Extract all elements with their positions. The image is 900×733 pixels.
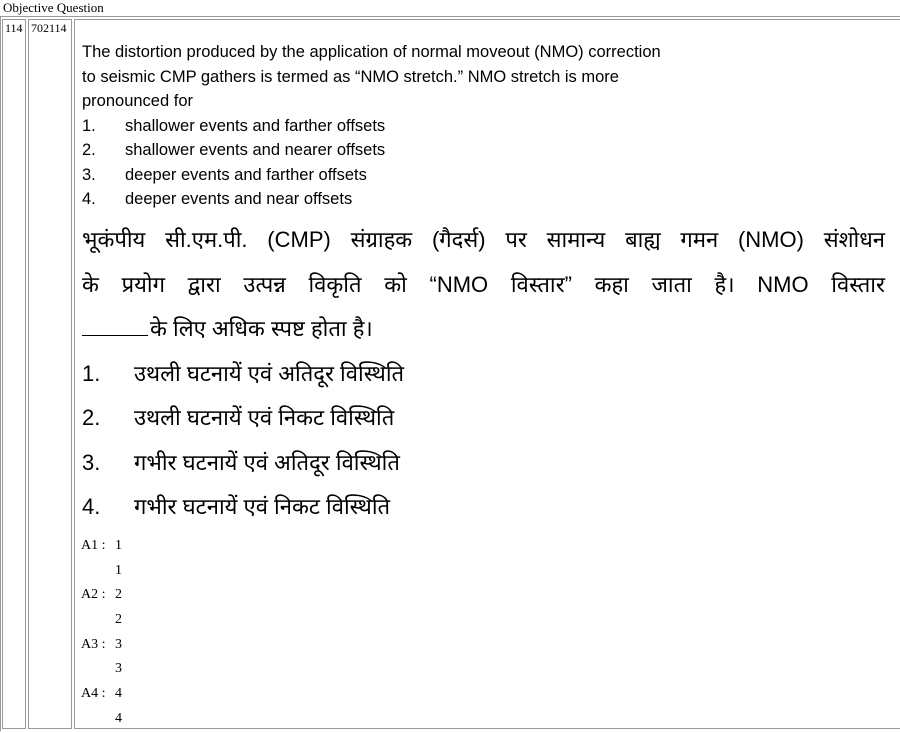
hindi-stem-line (82, 307, 885, 352)
option-number: 1. (82, 360, 101, 386)
answer-sub-value: 4 (115, 710, 122, 726)
option-text: deeper events and near offsets (125, 190, 353, 208)
answer-sub-value: 1 (115, 562, 122, 578)
hindi-stem-line: के प्रयोग द्वारा उत्पन्न विकृति को “NMO विस्तार” कहा जाता है। NMO विस्तार (82, 271, 885, 297)
answer-sub-row (81, 559, 122, 584)
answer-value: 4 (115, 686, 122, 702)
hindi-question (82, 218, 885, 530)
option-number: 2. (82, 141, 96, 159)
english-question (82, 40, 732, 212)
answer-label: A2 : (81, 587, 106, 603)
answer-value: 1 (115, 538, 122, 553)
option-number: 2. (82, 405, 101, 430)
option-text: गभीर घटनायें एवं अतिदूर विस्थिति (134, 449, 400, 475)
answer-value: 2 (115, 587, 122, 603)
option-text: shallower events and farther offsets (125, 116, 386, 135)
answer-label: A3 : (81, 636, 106, 652)
english-stem (82, 40, 732, 114)
option-text: shallower events and nearer offsets (125, 141, 386, 159)
option-text: उथली घटनायें एवं निकट विस्थिति (134, 405, 395, 430)
english-option-1 (82, 114, 732, 139)
option-number: 1. (82, 116, 96, 135)
answer-row (81, 682, 122, 707)
answer-row (81, 534, 122, 559)
english-option-4 (82, 187, 732, 212)
option-number: 4. (82, 190, 96, 208)
answer-sub-value: 2 (115, 612, 122, 628)
answer-label: A4 : (81, 686, 106, 702)
option-text: deeper events and farther offsets (125, 165, 367, 184)
answer-sub-row (81, 707, 122, 732)
fill-in-blank (82, 319, 148, 336)
answer-row (81, 583, 122, 608)
section-header: Objective Question (3, 0, 104, 15)
option-number: 3. (82, 449, 101, 475)
question-content-cell (74, 19, 900, 729)
hindi-stem-text: के लिए अधिक स्पष्ट होता है। (150, 316, 373, 341)
answer-list (81, 534, 122, 732)
question-table (0, 16, 900, 731)
answer-sub-value: 3 (115, 661, 122, 677)
answer-row (81, 633, 122, 658)
answer-label: A1 : (81, 538, 106, 553)
question-id-cell (28, 19, 72, 729)
option-number: 3. (82, 165, 96, 184)
question-id: 702114 (31, 21, 67, 35)
hindi-stem-line: भूकंपीय सी.एम.पी. (CMP) संग्राहक (गैदर्स) पर सामान्य बाह्य गमन (NMO) संशोधन (82, 227, 885, 252)
answer-sub-row (81, 608, 122, 633)
answer-sub-row (81, 657, 122, 682)
hindi-option-2 (82, 396, 885, 441)
option-text: उथली घटनायें एवं अतिदूर विस्थिति (134, 360, 405, 386)
english-stem-line: pronounced for (82, 92, 193, 110)
english-stem-line: to seismic CMP gathers is termed as “NMO stretch.” NMO stretch is more (82, 67, 619, 86)
option-text: गभीर घटनायें एवं निकट विस्थिति (134, 494, 391, 519)
answer-value: 3 (115, 636, 122, 652)
english-option-3 (82, 163, 732, 188)
question-number: 114 (5, 21, 23, 35)
question-number-cell (2, 19, 26, 729)
hindi-option-4 (82, 485, 885, 530)
hindi-option-3 (82, 441, 885, 486)
hindi-option-1 (82, 352, 885, 397)
english-option-2 (82, 138, 732, 163)
english-stem-line: The distortion produced by the application of normal moveout (NMO) correction (82, 43, 661, 61)
option-number: 4. (82, 494, 101, 519)
